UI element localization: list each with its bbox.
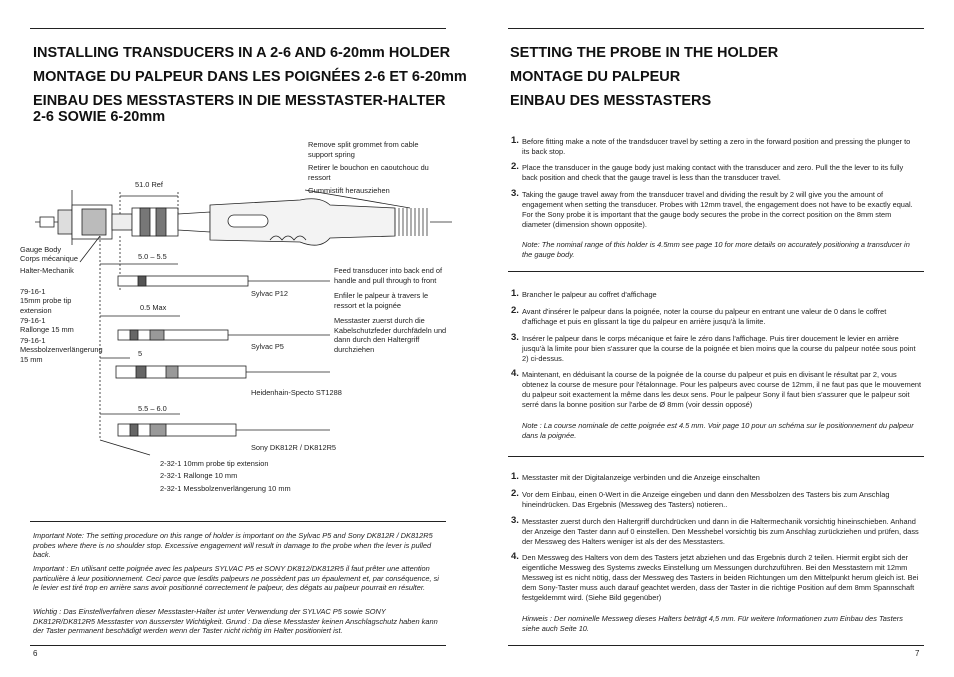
right-title-line-1: SETTING THE PROBE IN THE HOLDER [510,45,779,61]
gauge-body-fr: Corps mécanique [20,254,78,263]
fr-step-4 [511,368,922,410]
ext-part-desc-en: 15mm probe tip extension [20,296,72,315]
en-step-3-number: 3. [511,188,519,199]
right-title-line-2: MONTAGE DU PALPEUR [510,69,681,85]
important-note-de: Wichtig : Das Einstellverfahren dieser Messtaster-Halter ist unter Verwendung der SYLVAC P5 sowie SONY DK812R/DK812R5 Messtaster von äusserster Wichtigkeit. Grund : Da diese Messtaster keinen Anschlagschutz haben kann der Taster permanent beschädigt werden wenn der Taster nicht richtig im Halter positioniert ist. [33,607,438,636]
en-step-1-number: 1. [511,135,519,146]
fr-step-3-number: 3. [511,332,519,343]
fr-step-2-number: 2. [511,305,519,316]
fr-step-3 [511,332,922,364]
fr-step-3-text: Insérer le palpeur dans le corps mécanique et faire le zéro dans l'affichage. Puis tirer doucement le levier en arrière jusqu'à la limite pour bien s'assurer que la course de la poignée et bien moins que la course du palpeur notée sous point 2) ci-dessus. [522,334,916,363]
right-title-line-3: EINBAU DES MESSTASTERS [510,93,712,109]
de-step-1-text: Messtaster mit der Digitalanzeige verbinden und die Anzeige einschalten [522,473,760,482]
fr-step-4-text: Maintenant, en déduisant la course de la poignée de la course du palpeur et puis en divisant le résultat par 2, vous obtenez la course de mesure pour l'étalonnage. Pour les palpeurs avec course de 12mm, il ne faut pas que le mouvement du palpeur soit exactement la même dans les deux sens. Pour le palpeur Sony il faut bien s'assurer que le palpeur soit serré dans la bonne position sur l'arbe de Ø 8mm (voir dessin opposé) [522,370,922,409]
left-title-line-4: 2-6 SOWIE 6-20mm [33,109,166,125]
feed-note-fr: Enfiler le palpeur à travers le ressort et la poignée [334,291,429,310]
en-step-1 [511,135,918,157]
fr-step-2 [511,305,922,327]
left-title-line-1: INSTALLING TRANSDUCERS IN A 2-6 AND 6-20mm HOLDER [33,45,451,61]
ext-part-number-de: 79-16-1 [20,336,46,345]
de-step-3-text: Messtaster zuerst durch den Haltergriff durchdrücken und dann in die Haltermechanik vorsichtig hineinschieben. Anhand der Anzeige den Taster dann auf 0 einstellen. Den Messhebel vorsichtig bis zum Anschlag zurückziehen und prüfen, dass der Messweg des Halters weniger ist als der des Messtasters. [522,517,919,546]
de-step-2 [511,488,922,510]
gauge-body-de: Halter-Mechanik [20,266,74,275]
dim-0-5-max: 0.5 Max [140,303,167,312]
de-step-3-number: 3. [511,515,519,526]
de-note: Hinweis : Der nominelle Messweg dieses Halters beträgt 4,5 mm. Für weitere Informationen zum Einbau des Tasters siehe auch Seite 10. [522,614,903,633]
page-number-left: 6 [33,649,38,658]
tip-part-fr: 2-32-1 Rallonge 10 mm [160,471,238,480]
right-bottom-rule [508,645,924,646]
de-step-4 [511,551,922,603]
important-note-fr: Important : En utilisant cette poignée avec les palpeurs SYLVAC P5 et SONY DK812/DK812R5 il faut prêter une attention particulière à leur positionnement. Ceci parce que lesdits palpeurs ne possèdent pas un épaulement et, par conséquence, si le levier est tiré trop en arrière sans avoir positionné correctement le palpeur, des dégats au palpeur pourrait en résulter. [33,564,439,593]
dim-5-5-6-0: 5.5 – 6.0 [138,404,167,413]
grommet-note-fr: Retirer le bouchon en caoutchouc du ressort [308,163,429,182]
grommet-note-de: Gummistift herausziehen [308,186,390,195]
right-rule-1 [508,271,924,272]
en-step-2 [511,161,918,183]
grommet-note-en: Remove split grommet from cable support spring [308,140,419,159]
en-step-3 [511,188,918,230]
dim-5-0-5-5: 5.0 – 5.5 [138,252,167,261]
label-sony: Sony DK812R / DK812R5 [251,443,337,452]
left-title-line-2: MONTAGE DU PALPEUR DANS LES POIGNÉES 2-6 ET 6-20mm [33,69,467,85]
en-step-2-text: Place the transducer in the gauge body just making contact with the transducer and zero. Pull the the lever to its fully back position and check that the gauge travel is less than the transducer travel. [522,163,904,182]
ext-part-number-fr: 79-16-1 [20,316,46,325]
dim-51-ref: 51.0 Ref [135,180,163,189]
ext-part-desc-de: Messbolzenverlängerung 15 mm [20,345,103,364]
feed-note-de: Messtaster zuerst durch die Kabelschutzfeder durchfädeln und dann durch den Haltergriff durchziehen [334,316,447,354]
de-step-2-number: 2. [511,488,519,499]
dim-5: 5 [138,349,143,358]
label-sylvac-p12: Sylvac P12 [251,289,288,298]
page-number-right: 7 [915,649,920,658]
right-top-rule [508,28,924,29]
label-sylvac-p5: Sylvac P5 [251,342,284,351]
fr-note: Note : La course nominale de cette poignée est 4.5 mm. Voir page 10 pour un schéma sur le positionnement du palpeur dans la poignée. [522,421,914,440]
fr-step-1-text: Brancher le palpeur au coffret d'affichage [522,290,657,299]
de-step-1 [511,471,922,483]
fr-step-4-number: 4. [511,368,519,379]
de-step-3 [511,515,922,547]
gauge-body-en: Gauge Body [20,245,62,254]
en-step-3-text: Taking the gauge travel away from the transducer travel and dividing the result by 2 will give you the amount of engagement when setting the transducer. Probes with 12mm travel, the engagement does not have to be exactly equal. For the Sony probe it is important that the gauge body secures the probe in the correct position on the 8mm stem diameter (dimension shown opposite). [522,190,913,229]
de-step-4-text: Den Messweg des Halters von dem des Tasters jetzt abziehen und das Ergebnis durch 2 teilen. Hiermit ergibt sich der eigentliche Messweg des Systems zwecks Einstellung um Messungen durchzuführen. Bei den Messtastern mit 12mm Messweg ist es nicht nötig, dass der Messweg des Tasters in beiden Richtungen um den Mittelpunkt herum gleich ist. Bei dem Sony-Taster muss auch darauf geachtet werden, dass der Taster in die richtige Position auf dem 8mm Spannschaft festgeklemmt wird. (Siehe Bild gegenüber) [522,553,919,602]
right-rule-2 [508,456,924,457]
ext-part-number-en: 79-16-1 [20,287,46,296]
important-note-en: Important Note: The setting procedure on this range of holder is important on the Sylvac P5 and Sony DK812R / DK812R5 probes where there is no shoulder stop. Excessive engagement will result in damage to the probe when the lever is pulled back. [33,531,433,560]
ext-part-desc-fr: Rallonge 15 mm [20,325,74,334]
tip-part-de: 2-32-1 Messbolzenverlängerung 10 mm [160,484,291,493]
left-notes-rule [30,521,446,522]
fr-step-1 [511,288,922,300]
label-heidenhain: Heidenhain-Specto ST1288 [251,388,342,397]
en-step-1-text: Before fitting make a note of the trandsducer travel by setting a zero in the forward position and pressing the plunger to its back stop. [522,137,911,156]
de-step-4-number: 4. [511,551,519,562]
de-step-2-text: Vor dem Einbau, einen 0-Wert in die Anzeige eingeben und dann den Messbolzen des Tasters bis zum Anschlag hineindrücken. Das Ergebnis (Messweg des Tasters) notieren.. [522,490,890,509]
left-title-line-3: EINBAU DES MESSTASTERS IN DIE MESSTASTER-HALTER [33,93,446,109]
de-step-1-number: 1. [511,471,519,482]
fr-step-1-number: 1. [511,288,519,299]
fr-step-2-text: Avant d'insérer le palpeur dans la poignée, noter la course du palpeur en entrant une valeur de 0 dans le coffret d'affichage et puis en glissant la tige du palpeur en arrière jusqu'à la limite. [522,307,887,326]
tip-part-en: 2-32-1 10mm probe tip extension [160,459,269,468]
en-step-2-number: 2. [511,161,519,172]
en-note: Note: The nominal range of this holder is 4.5mm see page 10 for more details on accurately positioning a transducer in the gauge body. [522,240,910,259]
left-bottom-rule [30,645,446,646]
feed-note-en: Feed transducer into back end of handle and pull through to front [334,266,443,285]
